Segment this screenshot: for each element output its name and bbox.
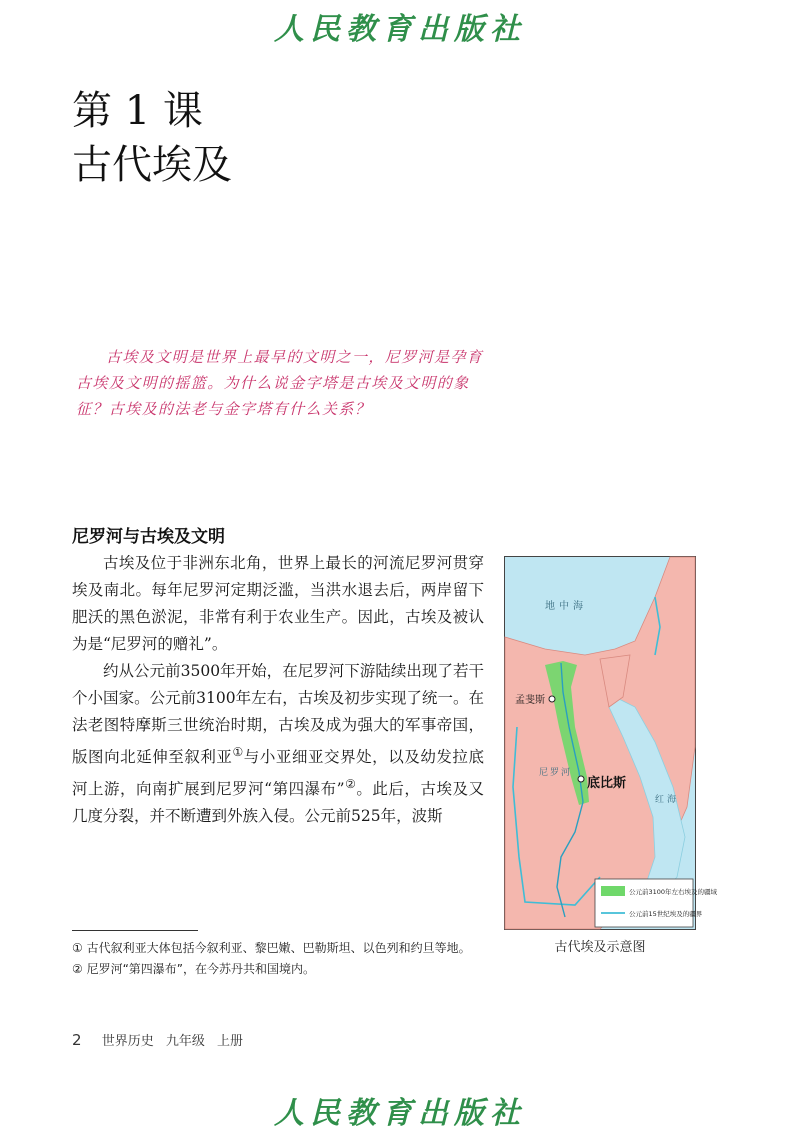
page-footer [72, 1030, 243, 1049]
map-sea-label: 地中海 [545, 601, 587, 612]
paragraph-2-part-1: 约从公元前3500年开始，在尼罗河下游陆续出现了若干个小国家。公元前3100年左右，古埃及初步实现了统一。在法老图特摩斯三世统治时期，古埃及成为强大的军事帝国，版图向北延伸至叙利亚 [72, 662, 484, 767]
lesson-title: 古代埃及 [72, 142, 232, 188]
paragraph-2 [72, 658, 484, 830]
book-title: 世界历史 [101, 1034, 154, 1049]
legend-swatch-3100 [601, 886, 625, 896]
thebes-marker [578, 776, 584, 782]
volume: 上册 [217, 1034, 244, 1049]
section-body [72, 550, 484, 830]
egypt-map [505, 557, 718, 929]
footnote-1: ① 古代叙利亚大体包括今叙利亚、黎巴嫩、巴勒斯坦、以色列和约旦等地。 [72, 941, 471, 955]
footnote-2: ② 尼罗河“第四瀑布”，在今苏丹共和国境内。 [72, 962, 316, 976]
paragraph-2-part-3: 。此后，古埃及又几度分裂，并不断遭到外族入侵。公元前525年，波斯 [72, 780, 484, 826]
legend-label-3100: 公元前3100年左右埃及的疆域 [629, 888, 718, 896]
paragraph-1: 古埃及位于非洲东北角，世界上最长的河流尼罗河贯穿埃及南北。每年尼罗河定期泛滥，当洪水退去后，两岸留下肥沃的黑色淤泥，非常有利于农业生产。因此，古埃及被认为是“尼罗河的赠礼”。 [72, 554, 484, 653]
publisher-logo-bottom: 人民教育出版社 [274, 1096, 526, 1131]
section-heading: 尼罗河与古埃及文明 [72, 527, 225, 547]
lesson-number: 第 1 课 [72, 88, 203, 134]
page-number: 2 [72, 1031, 82, 1049]
footnote-mark-1[interactable]: ① [232, 745, 244, 759]
map-caption: 古代埃及示意图 [554, 940, 646, 955]
footnote-divider [72, 930, 198, 931]
memphis-marker [549, 696, 555, 702]
map-figure [504, 556, 718, 930]
lesson-intro: 古埃及文明是世界上最早的文明之一，尼罗河是孕育古埃及文明的摇篮。为什么说金字塔是古埃及文明的象征？古埃及的法老与金字塔有什么关系？ [76, 348, 484, 418]
publisher-logo-top: 人民教育出版社 [274, 12, 526, 47]
footnote-mark-2[interactable]: ② [344, 777, 357, 792]
grade: 九年级 [165, 1034, 205, 1049]
footnotes [72, 938, 492, 980]
map-river-label: 尼罗河 [539, 768, 573, 778]
legend-label-15c: 公元前15世纪埃及的疆界 [629, 910, 703, 918]
lesson-title-block [72, 84, 232, 192]
paragraph-2-part-2: 与小亚细亚交界处，以及幼发拉底河上游，向南扩展到尼罗河“第四瀑布” [72, 748, 484, 799]
city-thebes: 底比斯 [587, 776, 627, 791]
map-red-sea-label: 红海 [655, 795, 680, 805]
city-memphis: 孟斐斯 [515, 695, 545, 706]
